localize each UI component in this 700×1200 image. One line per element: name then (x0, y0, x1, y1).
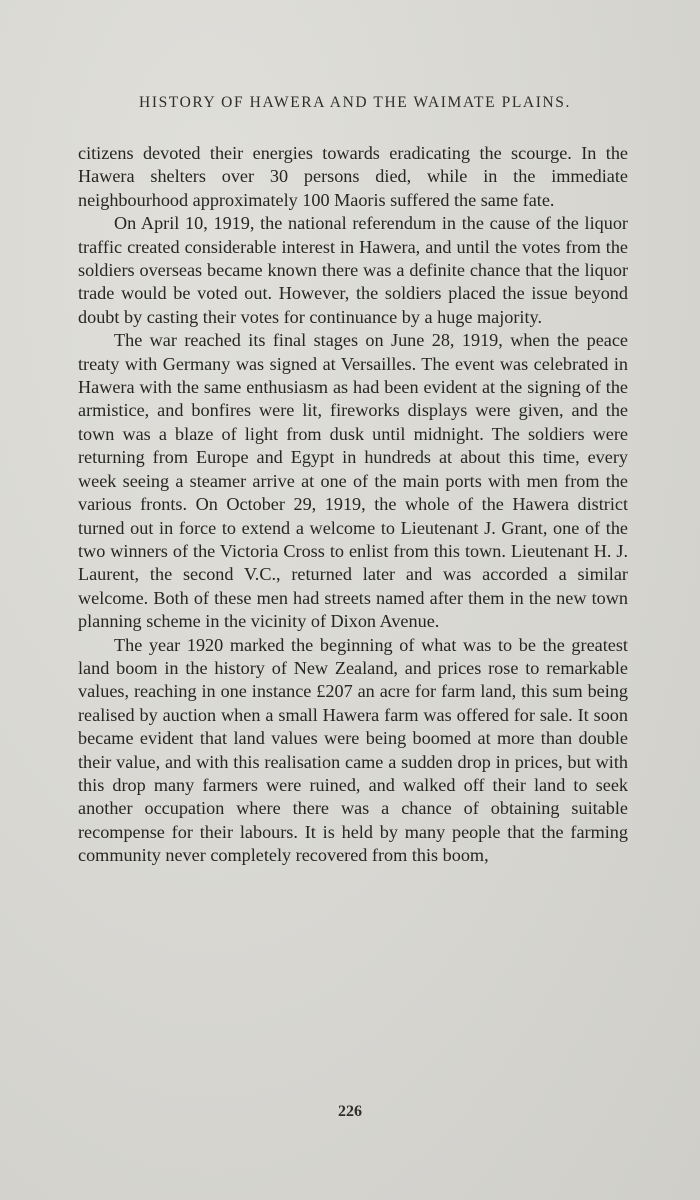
running-head: HISTORY OF HAWERA AND THE WAIMATE PLAINS. (139, 94, 571, 111)
paragraph-continuation: citizens devoted their energies towards eradicating the scourge. In the Hawera shelters over 30 persons died, while in the immediate neighbourhood approximately 100 Maoris suffered the same fate. (78, 143, 628, 210)
body-text (78, 142, 628, 868)
paragraph-peace-treaty: The war reached its final stages on June 28, 1919, when the peace treaty with Germany was signed at Versailles. The event was celebrated in Hawera with the same enthusiasm as had been evident at the signing of the armistice, and bonfires were lit, fireworks displays were given, and the town was a blaze of light from dusk until midnight. The soldiers were returning from Europe and Egypt in hundreds at about this time, every week seeing a steamer arrive at one of the main ports with men from the various fronts. On October 29, 1919, the whole of the Hawera district turned out in force to extend a welcome to Lieutenant J. Grant, one of the two winners of the Victoria Cross to enlist from this town. Lieutenant H. J. Laurent, the second V.C., returned later and was accorded a similar welcome. Both of these men had streets named after them in the new town planning scheme in the vicinity of Dixon Avenue. (78, 330, 628, 632)
page-number: 226 (338, 1103, 362, 1120)
paragraph-referendum: On April 10, 1919, the national referendum in the cause of the liquor traffic created considerable interest in Hawera, and until the votes from the soldiers overseas became known there was a definite chance that the liquor trade would be voted out. However, the soldiers placed the issue beyond doubt by casting their votes for continuance by a huge majority. (78, 213, 628, 327)
paragraph-land-boom: The year 1920 marked the beginning of what was to be the greatest land boom in the history of New Zealand, and prices rose to remarkable values, reaching in one instance £207 an acre for farm land, this sum being realised by auction when a small Hawera farm was offered for sale. It soon became evident that land values were being boomed at more than double their value, and with this realisation came a sudden drop in prices, but with this drop many farmers were ruined, and walked off their land to seek another occupation where there was a chance of obtaining suitable recompense for their labours. It is held by many people that the farming community never completely recovered from this boom, (78, 634, 628, 866)
